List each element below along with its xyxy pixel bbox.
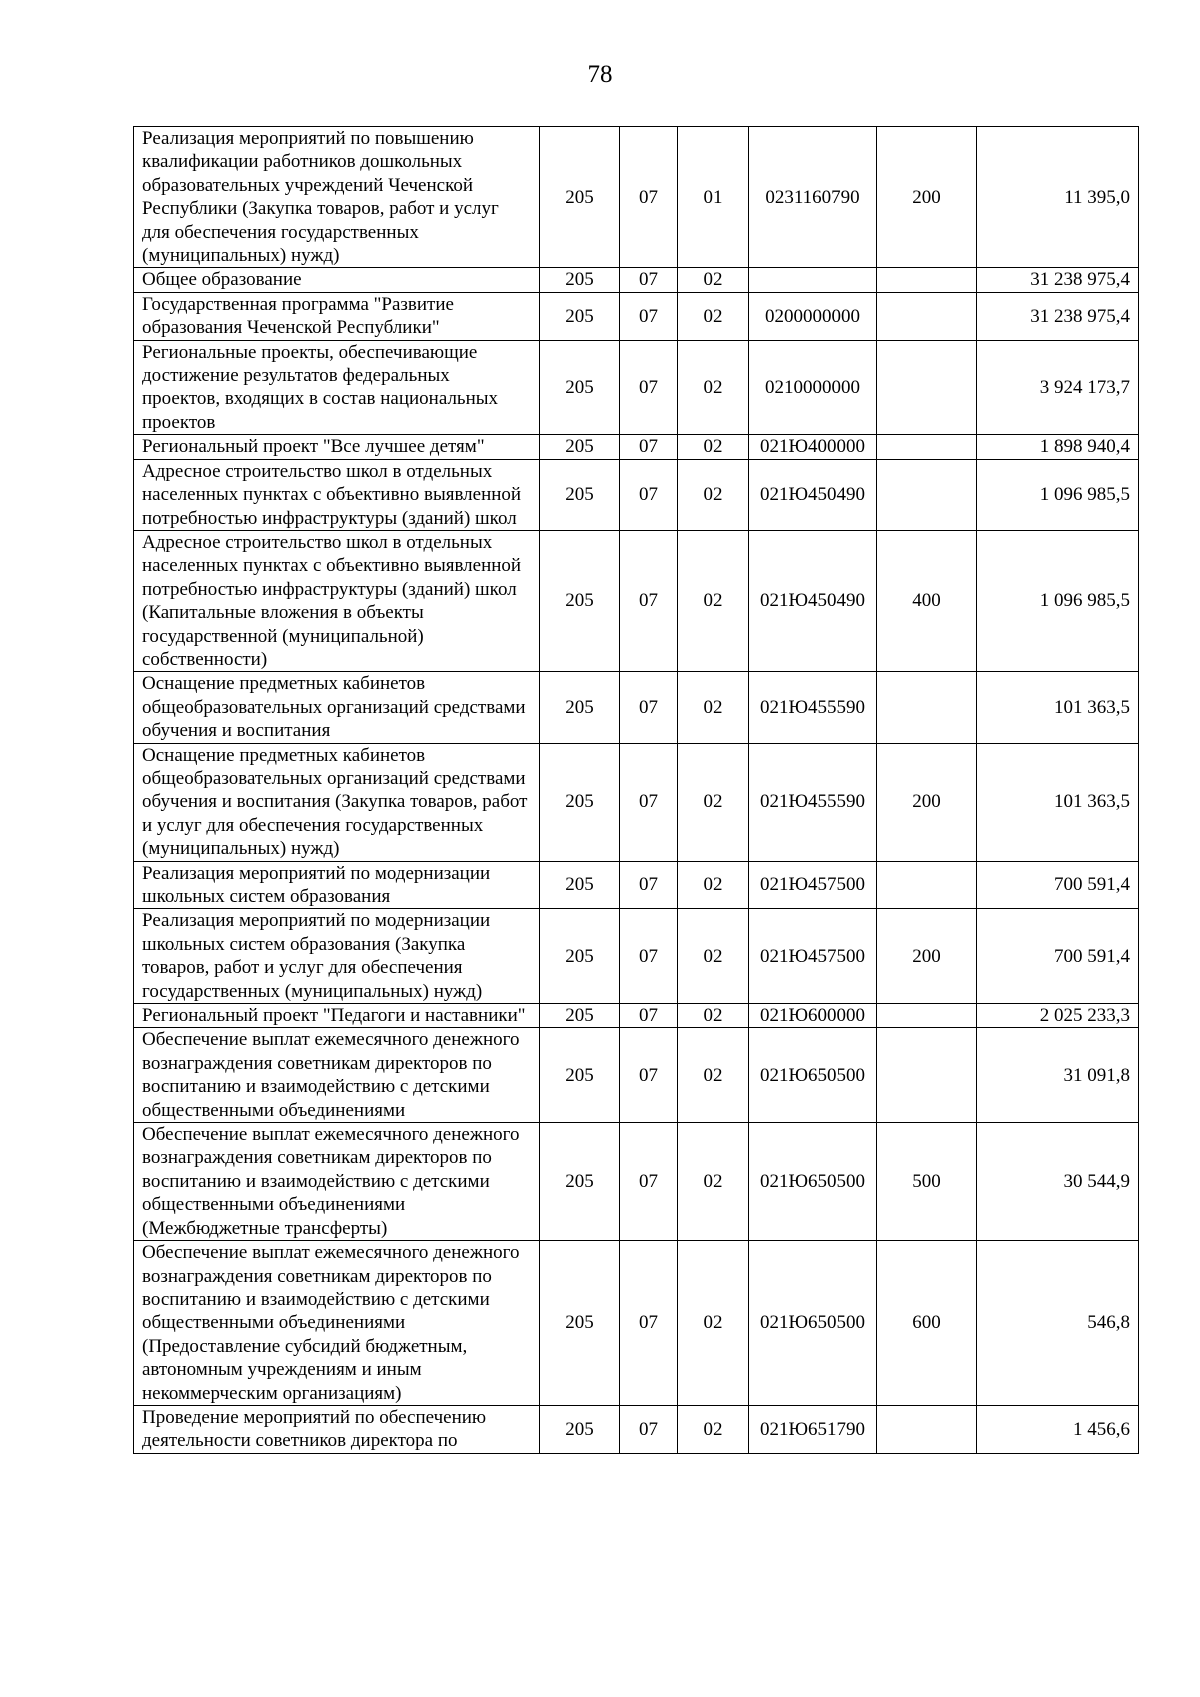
expense-type-code-cell: [877, 435, 977, 459]
row-name-cell: Реализация мероприятий по модернизации школьных систем образования: [134, 861, 540, 909]
amount-cell: 1 456,6: [977, 1405, 1139, 1453]
target-article-code-cell: 021Ю450490: [749, 530, 877, 671]
subsection-code-cell: 02: [678, 672, 749, 743]
target-article-code-cell: 021Ю400000: [749, 435, 877, 459]
amount-cell: 2 025 233,3: [977, 1004, 1139, 1028]
row-name-cell: Государственная программа "Развитие образования Чеченской Республики": [134, 292, 540, 340]
amount-cell: 11 395,0: [977, 127, 1139, 268]
target-article-code-cell: 021Ю651790: [749, 1405, 877, 1453]
amount-cell: 700 591,4: [977, 909, 1139, 1004]
target-article-code-cell: 021Ю450490: [749, 459, 877, 530]
expense-type-code-cell: 200: [877, 743, 977, 861]
amount-cell: 101 363,5: [977, 672, 1139, 743]
target-article-code-cell: 021Ю650500: [749, 1028, 877, 1123]
expense-type-code-cell: [877, 268, 977, 292]
subsection-code-cell: 02: [678, 1405, 749, 1453]
table-row: [134, 1123, 1139, 1241]
amount-cell: 31 238 975,4: [977, 292, 1139, 340]
budget-table: [133, 126, 1139, 1454]
target-article-code-cell: 0231160790: [749, 127, 877, 268]
table-row: [134, 1004, 1139, 1028]
ministry-code-cell: 205: [540, 530, 620, 671]
subsection-code-cell: 02: [678, 340, 749, 435]
target-article-code-cell: 021Ю650500: [749, 1123, 877, 1241]
subsection-code-cell: 02: [678, 459, 749, 530]
table-row: [134, 672, 1139, 743]
ministry-code-cell: 205: [540, 292, 620, 340]
subsection-code-cell: 02: [678, 530, 749, 671]
subsection-code-cell: 02: [678, 1241, 749, 1406]
subsection-code-cell: 01: [678, 127, 749, 268]
table-row: [134, 909, 1139, 1004]
ministry-code-cell: 205: [540, 1004, 620, 1028]
subsection-code-cell: 02: [678, 743, 749, 861]
table-row: [134, 1028, 1139, 1123]
amount-cell: 30 544,9: [977, 1123, 1139, 1241]
amount-cell: 1 096 985,5: [977, 530, 1139, 671]
row-name-cell: Реализация мероприятий по модернизации школьных систем образования (Закупка товаров, работ и услуг для обеспечения государственных (муниципальных) нужд): [134, 909, 540, 1004]
amount-cell: 31 238 975,4: [977, 268, 1139, 292]
ministry-code-cell: 205: [540, 435, 620, 459]
table-row: [134, 340, 1139, 435]
table-row: [134, 1241, 1139, 1406]
table-row: [134, 268, 1139, 292]
section-code-cell: 07: [620, 1241, 678, 1406]
ministry-code-cell: 205: [540, 268, 620, 292]
subsection-code-cell: 02: [678, 1004, 749, 1028]
section-code-cell: 07: [620, 909, 678, 1004]
ministry-code-cell: 205: [540, 909, 620, 1004]
ministry-code-cell: 205: [540, 743, 620, 861]
section-code-cell: 07: [620, 861, 678, 909]
section-code-cell: 07: [620, 1004, 678, 1028]
row-name-cell: Проведение мероприятий по обеспечению деятельности советников директора по: [134, 1405, 540, 1453]
amount-cell: 1 898 940,4: [977, 435, 1139, 459]
target-article-code-cell: 021Ю650500: [749, 1241, 877, 1406]
amount-cell: 101 363,5: [977, 743, 1139, 861]
expense-type-code-cell: [877, 861, 977, 909]
expense-type-code-cell: [877, 1004, 977, 1028]
target-article-code-cell: 0200000000: [749, 292, 877, 340]
target-article-code-cell: 021Ю457500: [749, 861, 877, 909]
table-body: [134, 127, 1139, 1454]
row-name-cell: Обеспечение выплат ежемесячного денежного вознаграждения советникам директоров по воспитанию и взаимодействию с детскими общественными объединениями (Межбюджетные трансферты): [134, 1123, 540, 1241]
table-row: [134, 127, 1139, 268]
expense-type-code-cell: 200: [877, 127, 977, 268]
section-code-cell: 07: [620, 292, 678, 340]
table-row: [134, 435, 1139, 459]
ministry-code-cell: 205: [540, 340, 620, 435]
ministry-code-cell: 205: [540, 1028, 620, 1123]
table-row: [134, 530, 1139, 671]
subsection-code-cell: 02: [678, 861, 749, 909]
amount-cell: 3 924 173,7: [977, 340, 1139, 435]
expense-type-code-cell: 400: [877, 530, 977, 671]
section-code-cell: 07: [620, 435, 678, 459]
amount-cell: 31 091,8: [977, 1028, 1139, 1123]
subsection-code-cell: 02: [678, 1028, 749, 1123]
ministry-code-cell: 205: [540, 1241, 620, 1406]
row-name-cell: Оснащение предметных кабинетов общеобразовательных организаций средствами обучения и воспитания (Закупка товаров, работ и услуг для обеспечения государственных (муниципальных) нужд): [134, 743, 540, 861]
ministry-code-cell: 205: [540, 1405, 620, 1453]
section-code-cell: 07: [620, 268, 678, 292]
subsection-code-cell: 02: [678, 909, 749, 1004]
expense-type-code-cell: [877, 340, 977, 435]
row-name-cell: Адресное строительство школ в отдельных населенных пунктах с объективно выявленной потребностью инфраструктуры (зданий) школ: [134, 459, 540, 530]
row-name-cell: Региональный проект "Все лучшее детям": [134, 435, 540, 459]
target-article-code-cell: 0210000000: [749, 340, 877, 435]
expense-type-code-cell: [877, 1028, 977, 1123]
table-row: [134, 292, 1139, 340]
section-code-cell: 07: [620, 672, 678, 743]
expense-type-code-cell: [877, 672, 977, 743]
row-name-cell: Реализация мероприятий по повышению квалификации работников дошкольных образовательных учреждений Чеченской Республики (Закупка товаров, работ и услуг для обеспечения государственных (муниципальных) нужд): [134, 127, 540, 268]
ministry-code-cell: 205: [540, 1123, 620, 1241]
row-name-cell: Обеспечение выплат ежемесячного денежного вознаграждения советникам директоров по воспитанию и взаимодействию с детскими общественными объединениями: [134, 1028, 540, 1123]
amount-cell: 700 591,4: [977, 861, 1139, 909]
section-code-cell: 07: [620, 1123, 678, 1241]
section-code-cell: 07: [620, 743, 678, 861]
row-name-cell: Общее образование: [134, 268, 540, 292]
section-code-cell: 07: [620, 459, 678, 530]
table-row: [134, 459, 1139, 530]
target-article-code-cell: 021Ю455590: [749, 672, 877, 743]
ministry-code-cell: 205: [540, 127, 620, 268]
section-code-cell: 07: [620, 340, 678, 435]
subsection-code-cell: 02: [678, 292, 749, 340]
ministry-code-cell: 205: [540, 459, 620, 530]
table-row: [134, 743, 1139, 861]
expense-type-code-cell: [877, 292, 977, 340]
page-number: 78: [587, 61, 613, 88]
subsection-code-cell: 02: [678, 435, 749, 459]
section-code-cell: 07: [620, 127, 678, 268]
row-name-cell: Обеспечение выплат ежемесячного денежного вознаграждения советникам директоров по воспитанию и взаимодействию с детскими общественными объединениями (Предоставление субсидий бюджетным, автономным учреждениям и иным некоммерческим организациям): [134, 1241, 540, 1406]
row-name-cell: Адресное строительство школ в отдельных населенных пунктах с объективно выявленной потребностью инфраструктуры (зданий) школ (Капитальные вложения в объекты государственной (муниципальной) собственности): [134, 530, 540, 671]
ministry-code-cell: 205: [540, 672, 620, 743]
amount-cell: 546,8: [977, 1241, 1139, 1406]
table-row: [134, 1405, 1139, 1453]
target-article-code-cell: 021Ю600000: [749, 1004, 877, 1028]
amount-cell: 1 096 985,5: [977, 459, 1139, 530]
table-row: [134, 861, 1139, 909]
target-article-code-cell: [749, 268, 877, 292]
expense-type-code-cell: 600: [877, 1241, 977, 1406]
section-code-cell: 07: [620, 1028, 678, 1123]
row-name-cell: Региональные проекты, обеспечивающие достижение результатов федеральных проектов, входящих в состав национальных проектов: [134, 340, 540, 435]
expense-type-code-cell: [877, 1405, 977, 1453]
target-article-code-cell: 021Ю455590: [749, 743, 877, 861]
subsection-code-cell: 02: [678, 1123, 749, 1241]
expense-type-code-cell: [877, 459, 977, 530]
subsection-code-cell: 02: [678, 268, 749, 292]
row-name-cell: Оснащение предметных кабинетов общеобразовательных организаций средствами обучения и воспитания: [134, 672, 540, 743]
expense-type-code-cell: 200: [877, 909, 977, 1004]
expense-type-code-cell: 500: [877, 1123, 977, 1241]
section-code-cell: 07: [620, 530, 678, 671]
section-code-cell: 07: [620, 1405, 678, 1453]
ministry-code-cell: 205: [540, 861, 620, 909]
target-article-code-cell: 021Ю457500: [749, 909, 877, 1004]
row-name-cell: Региональный проект "Педагоги и наставники": [134, 1004, 540, 1028]
